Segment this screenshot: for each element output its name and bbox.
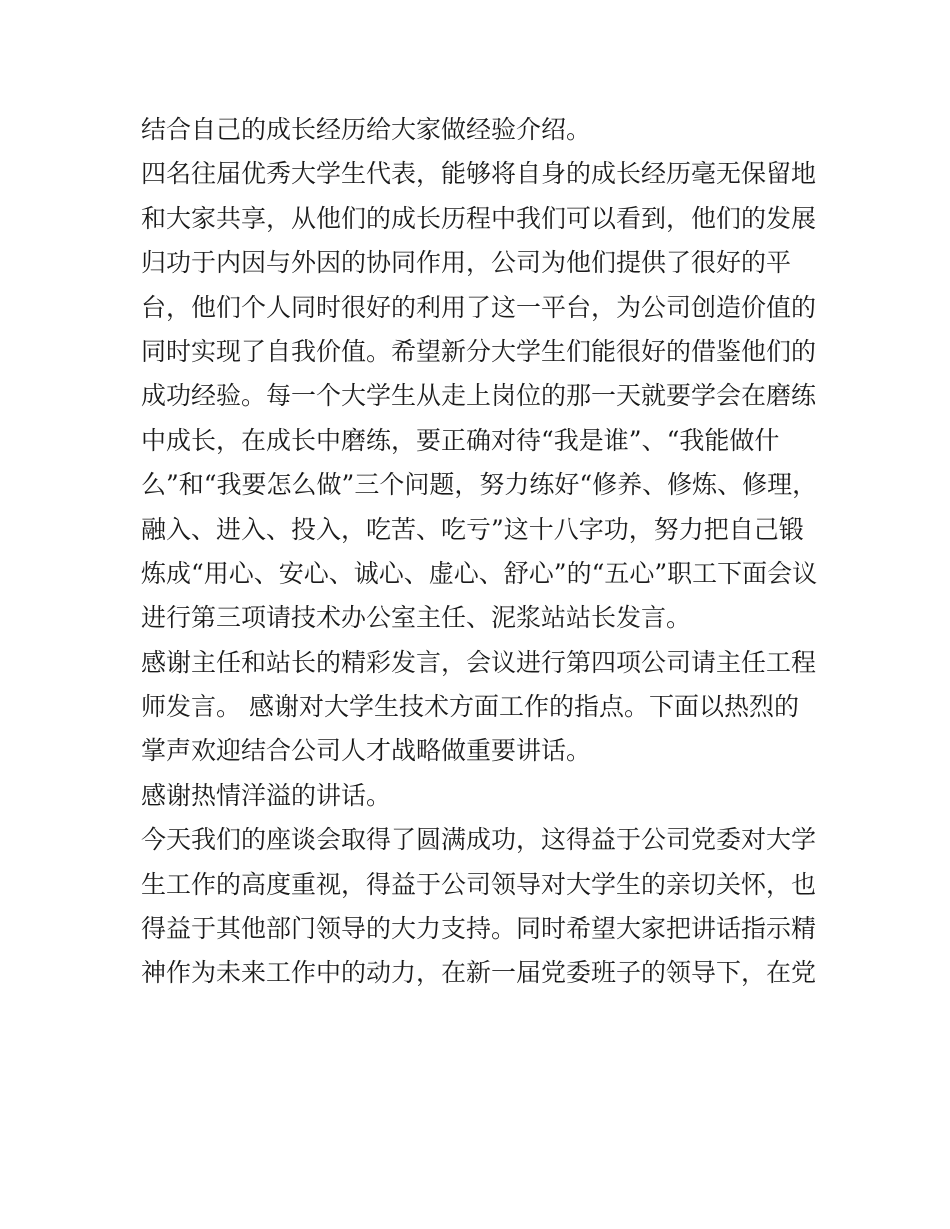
- text-line: 进行第三项请技术办公室主任、泥浆站站长发言。: [141, 603, 692, 633]
- text-line: 归功于内因与外因的协同作用，公司为他们提供了很好的平: [141, 248, 792, 278]
- text-line: 中成长，在成长中磨练，要正确对待“我是谁”、“我能做什: [141, 425, 780, 455]
- document-body: [141, 108, 821, 996]
- text-line: 四名往届优秀大学生代表，能够将自身的成长经历毫无保留地: [141, 159, 817, 189]
- text-line: 台，他们个人同时很好的利用了这一平台，为公司创造价值的: [141, 292, 817, 322]
- text-line: 感谢热情洋溢的讲话。: [141, 780, 392, 810]
- text-line: 生工作的高度重视，得益于公司领导对大学生的亲切关怀，也: [141, 869, 817, 899]
- text-line: 炼成“用心、安心、诚心、虚心、舒心”的“五心”职工下面会议: [141, 558, 818, 588]
- text-line: 感谢主任和站长的精彩发言，会议进行第四项公司请主任工程: [141, 647, 817, 677]
- text-line: 么”和“我要怎么做”三个问题，努力练好“修养、修炼、修理，: [141, 470, 818, 500]
- text-line: 同时实现了自我价值。希望新分大学生们能很好的借鉴他们的: [141, 336, 817, 366]
- text-line: 师发言。 感谢对大学生技术方面工作的指点。下面以热烈的: [141, 692, 799, 722]
- text-line: 神作为未来工作中的动力，在新一届党委班子的领导下，在党: [141, 958, 817, 988]
- text-line: 和大家共享，从他们的成长历程中我们可以看到，他们的发展: [141, 203, 817, 233]
- text-line: 掌声欢迎结合公司人才战略做重要讲话。: [141, 736, 592, 766]
- text-line: 得益于其他部门领导的大力支持。同时希望大家把讲话指示精: [141, 914, 817, 944]
- text-line: 今天我们的座谈会取得了圆满成功，这得益于公司党委对大学: [141, 825, 817, 855]
- text-line: 成功经验。每一个大学生从走上岗位的那一天就要学会在磨练: [141, 381, 817, 411]
- text-line: 结合自己的成长经历给大家做经验介绍。: [141, 115, 592, 144]
- text-line: 融入、进入、投入，吃苦、吃亏”这十八字功，努力把自己锻: [141, 514, 804, 544]
